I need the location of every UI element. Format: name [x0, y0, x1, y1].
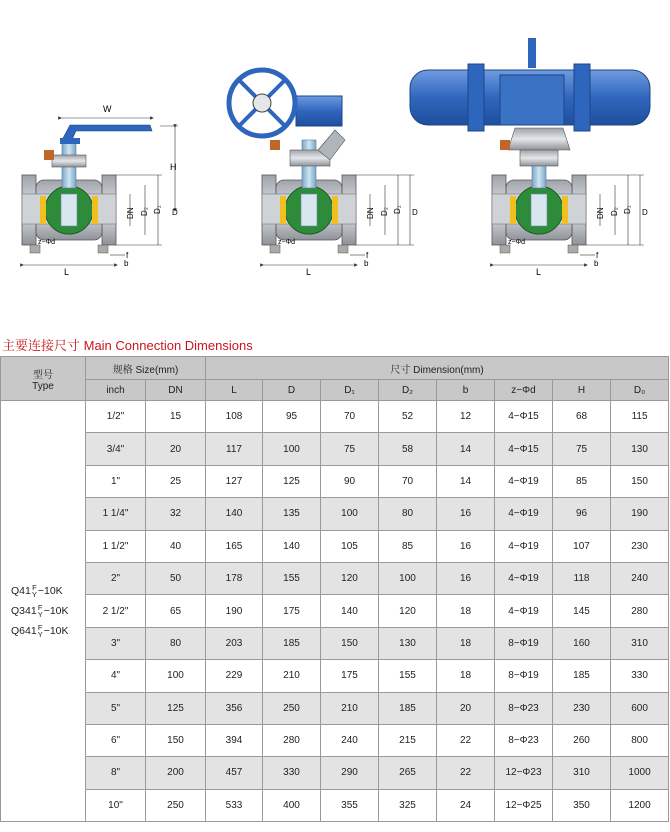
cell-D1: 105: [321, 530, 379, 562]
col-header-D1: D₁: [321, 380, 379, 401]
cell-H: 350: [553, 789, 611, 821]
cell-L: 203: [206, 627, 263, 659]
dimension-table: [0, 356, 669, 822]
type-header: [1, 357, 86, 401]
svg-text:D₂: D₂: [610, 207, 619, 216]
cell-D1: 355: [321, 789, 379, 821]
cell-inch: 2": [86, 562, 146, 594]
cell-D2: 265: [379, 757, 437, 789]
table-row: [1, 692, 669, 724]
type-model: [11, 621, 85, 641]
type-header-cn: 型号: [33, 369, 53, 381]
cell-H: 230: [553, 692, 611, 724]
type-sup: F: [37, 603, 43, 613]
cell-D0: 130: [611, 433, 669, 465]
svg-text:D₁: D₁: [623, 205, 632, 214]
cell-b: 18: [437, 627, 495, 659]
cell-D1: 175: [321, 660, 379, 692]
cell-dn: 80: [146, 627, 206, 659]
cell-dn: 200: [146, 757, 206, 789]
cell-H: 310: [553, 757, 611, 789]
col-header-D: D: [263, 380, 321, 401]
cell-H: 85: [553, 465, 611, 497]
cell-zd: 4−Φ19: [495, 465, 553, 497]
cell-L: 178: [206, 562, 263, 594]
cell-b: 14: [437, 433, 495, 465]
cell-L: 140: [206, 498, 263, 530]
table-row: [1, 433, 669, 465]
cell-D: 155: [263, 562, 321, 594]
cell-D0: 330: [611, 660, 669, 692]
type-prefix: Q341: [11, 605, 37, 618]
svg-text:W: W: [103, 104, 112, 114]
type-suffix: −10K: [37, 585, 63, 598]
cell-D0: 280: [611, 595, 669, 627]
cell-b: 18: [437, 595, 495, 627]
svg-text:b: b: [124, 259, 129, 268]
cell-D: 400: [263, 789, 321, 821]
svg-text:z−Φd: z−Φd: [38, 239, 56, 246]
cell-L: 165: [206, 530, 263, 562]
cell-zd: 4−Φ19: [495, 562, 553, 594]
pneumatic-valve-drawing: [410, 38, 650, 277]
cell-inch: 1 1/2": [86, 530, 146, 562]
cell-inch: 3": [86, 627, 146, 659]
cell-D: 125: [263, 465, 321, 497]
header-row-2: [1, 380, 669, 401]
type-header-en: Type: [32, 380, 54, 392]
cell-zd: 8−Φ23: [495, 692, 553, 724]
cell-L: 356: [206, 692, 263, 724]
cell-H: 68: [553, 401, 611, 433]
lever-valve-drawing: [22, 104, 178, 277]
valve-drawings: [0, 0, 670, 330]
type-material-code: [38, 604, 43, 618]
cell-dn: 40: [146, 530, 206, 562]
cell-D1: 150: [321, 627, 379, 659]
cell-L: 229: [206, 660, 263, 692]
cell-b: 18: [437, 660, 495, 692]
cell-b: 12: [437, 401, 495, 433]
cell-b: 22: [437, 757, 495, 789]
type-sub: Y: [31, 590, 37, 600]
type-sup: F: [32, 583, 37, 593]
col-header-inch: inch: [86, 380, 146, 401]
cell-D1: 140: [321, 595, 379, 627]
type-suffix: −10K: [43, 625, 69, 638]
cell-dn: 100: [146, 660, 206, 692]
type-model: [11, 601, 85, 621]
cell-D0: 230: [611, 530, 669, 562]
cell-inch: 1/2": [86, 401, 146, 433]
cell-D1: 240: [321, 724, 379, 756]
dimension-header: 尺寸 Dimension(mm): [206, 357, 669, 380]
cell-dn: 125: [146, 692, 206, 724]
cell-inch: 1 1/4": [86, 498, 146, 530]
svg-text:DN: DN: [366, 207, 375, 219]
type-prefix: Q641: [11, 625, 37, 638]
cell-D0: 800: [611, 724, 669, 756]
type-material-code: [32, 584, 37, 598]
table-row: [1, 724, 669, 756]
cell-D1: 100: [321, 498, 379, 530]
svg-text:D₁: D₁: [153, 205, 162, 214]
type-sub: Y: [37, 610, 43, 620]
cell-D2: 185: [379, 692, 437, 724]
svg-text:DN: DN: [596, 207, 605, 219]
cell-L: 190: [206, 595, 263, 627]
table-row: [1, 530, 669, 562]
cell-dn: 50: [146, 562, 206, 594]
cell-dn: 20: [146, 433, 206, 465]
cell-D0: 190: [611, 498, 669, 530]
cell-L: 117: [206, 433, 263, 465]
cell-dn: 150: [146, 724, 206, 756]
cell-D2: 85: [379, 530, 437, 562]
cell-D2: 155: [379, 660, 437, 692]
col-header-D0: D₀: [611, 380, 669, 401]
svg-text:L: L: [64, 267, 70, 277]
cell-D: 250: [263, 692, 321, 724]
cell-b: 16: [437, 498, 495, 530]
type-model: [11, 581, 85, 601]
cell-dn: 32: [146, 498, 206, 530]
cell-zd: 4−Φ15: [495, 433, 553, 465]
table-row: [1, 401, 669, 433]
cell-D0: 1000: [611, 757, 669, 789]
type-prefix: Q41: [11, 585, 31, 598]
svg-text:b: b: [594, 259, 599, 268]
cell-D2: 52: [379, 401, 437, 433]
cell-dn: 65: [146, 595, 206, 627]
svg-text:DN: DN: [126, 207, 135, 219]
cell-L: 127: [206, 465, 263, 497]
cell-b: 20: [437, 692, 495, 724]
cell-inch: 10": [86, 789, 146, 821]
cell-D: 100: [263, 433, 321, 465]
col-header-b: b: [437, 380, 495, 401]
table-row: [1, 465, 669, 497]
cell-zd: 4−Φ19: [495, 530, 553, 562]
type-material-code: [38, 624, 43, 638]
cell-inch: 4": [86, 660, 146, 692]
cell-dn: 250: [146, 789, 206, 821]
col-header-dn: DN: [146, 380, 206, 401]
cell-D2: 325: [379, 789, 437, 821]
cell-D: 135: [263, 498, 321, 530]
table-row: [1, 498, 669, 530]
col-header-D2: D₂: [379, 380, 437, 401]
cell-D1: 75: [321, 433, 379, 465]
cell-D0: 310: [611, 627, 669, 659]
svg-text:L: L: [306, 267, 312, 277]
col-header-H: H: [553, 380, 611, 401]
table-row: [1, 562, 669, 594]
cell-D1: 290: [321, 757, 379, 789]
cell-b: 16: [437, 530, 495, 562]
cell-D: 185: [263, 627, 321, 659]
cell-H: 107: [553, 530, 611, 562]
type-sub: Y: [37, 630, 43, 640]
cell-D2: 100: [379, 562, 437, 594]
size-header: 规格 Size(mm): [86, 357, 206, 380]
cell-H: 160: [553, 627, 611, 659]
cell-D: 210: [263, 660, 321, 692]
cell-L: 533: [206, 789, 263, 821]
cell-b: 24: [437, 789, 495, 821]
cell-L: 457: [206, 757, 263, 789]
cell-D2: 58: [379, 433, 437, 465]
cell-D: 95: [263, 401, 321, 433]
cell-H: 145: [553, 595, 611, 627]
cell-inch: 2 1/2": [86, 595, 146, 627]
svg-text:H: H: [170, 162, 177, 172]
cell-D0: 1200: [611, 789, 669, 821]
svg-text:D: D: [172, 208, 178, 217]
svg-text:D₁: D₁: [393, 205, 402, 214]
cell-zd: 8−Φ23: [495, 724, 553, 756]
cell-inch: 6": [86, 724, 146, 756]
cell-D1: 210: [321, 692, 379, 724]
cell-inch: 3/4": [86, 433, 146, 465]
table-row: [1, 627, 669, 659]
svg-text:f: f: [366, 251, 369, 260]
cell-D2: 215: [379, 724, 437, 756]
table-row: [1, 789, 669, 821]
cell-D0: 115: [611, 401, 669, 433]
cell-D: 280: [263, 724, 321, 756]
cell-D1: 70: [321, 401, 379, 433]
svg-text:z−Φd: z−Φd: [508, 239, 526, 246]
cell-H: 118: [553, 562, 611, 594]
svg-text:f: f: [596, 251, 599, 260]
col-header-L: L: [206, 380, 263, 401]
cell-zd: 12−Φ23: [495, 757, 553, 789]
cell-D: 140: [263, 530, 321, 562]
cell-D0: 600: [611, 692, 669, 724]
svg-text:z−Φd: z−Φd: [278, 239, 296, 246]
table-row: [1, 660, 669, 692]
type-sup: F: [37, 623, 43, 633]
table-row: [1, 595, 669, 627]
cell-inch: 1": [86, 465, 146, 497]
gear-valve-drawing: [229, 70, 418, 277]
cell-b: 22: [437, 724, 495, 756]
cell-D2: 80: [379, 498, 437, 530]
svg-text:D₂: D₂: [140, 207, 149, 216]
cell-zd: 12−Φ25: [495, 789, 553, 821]
cell-D1: 90: [321, 465, 379, 497]
cell-D: 330: [263, 757, 321, 789]
cell-dn: 25: [146, 465, 206, 497]
cell-L: 394: [206, 724, 263, 756]
type-cell: [1, 401, 86, 822]
cell-H: 260: [553, 724, 611, 756]
cell-D2: 70: [379, 465, 437, 497]
cell-b: 14: [437, 465, 495, 497]
cell-D1: 120: [321, 562, 379, 594]
cell-D2: 120: [379, 595, 437, 627]
cell-H: 185: [553, 660, 611, 692]
table-row: [1, 757, 669, 789]
svg-text:L: L: [536, 267, 542, 277]
header-row-1: [1, 357, 669, 380]
cell-zd: 4−Φ19: [495, 498, 553, 530]
cell-L: 108: [206, 401, 263, 433]
cell-inch: 8": [86, 757, 146, 789]
cell-zd: 4−Φ15: [495, 401, 553, 433]
cell-dn: 15: [146, 401, 206, 433]
type-suffix: −10K: [43, 605, 69, 618]
cell-H: 96: [553, 498, 611, 530]
section-title: 主要连接尺寸 Main Connection Dimensions: [2, 338, 253, 353]
cell-D: 175: [263, 595, 321, 627]
col-header-zd: z−Φd: [495, 380, 553, 401]
cell-D2: 130: [379, 627, 437, 659]
cell-H: 75: [553, 433, 611, 465]
cell-inch: 5": [86, 692, 146, 724]
svg-text:D₂: D₂: [380, 207, 389, 216]
cell-zd: 8−Φ19: [495, 627, 553, 659]
cell-b: 16: [437, 562, 495, 594]
svg-text:b: b: [364, 259, 369, 268]
svg-text:f: f: [126, 251, 129, 260]
svg-text:D: D: [412, 208, 418, 217]
cell-D0: 150: [611, 465, 669, 497]
cell-D0: 240: [611, 562, 669, 594]
cell-zd: 8−Φ19: [495, 660, 553, 692]
svg-text:D: D: [642, 208, 648, 217]
cell-zd: 4−Φ19: [495, 595, 553, 627]
